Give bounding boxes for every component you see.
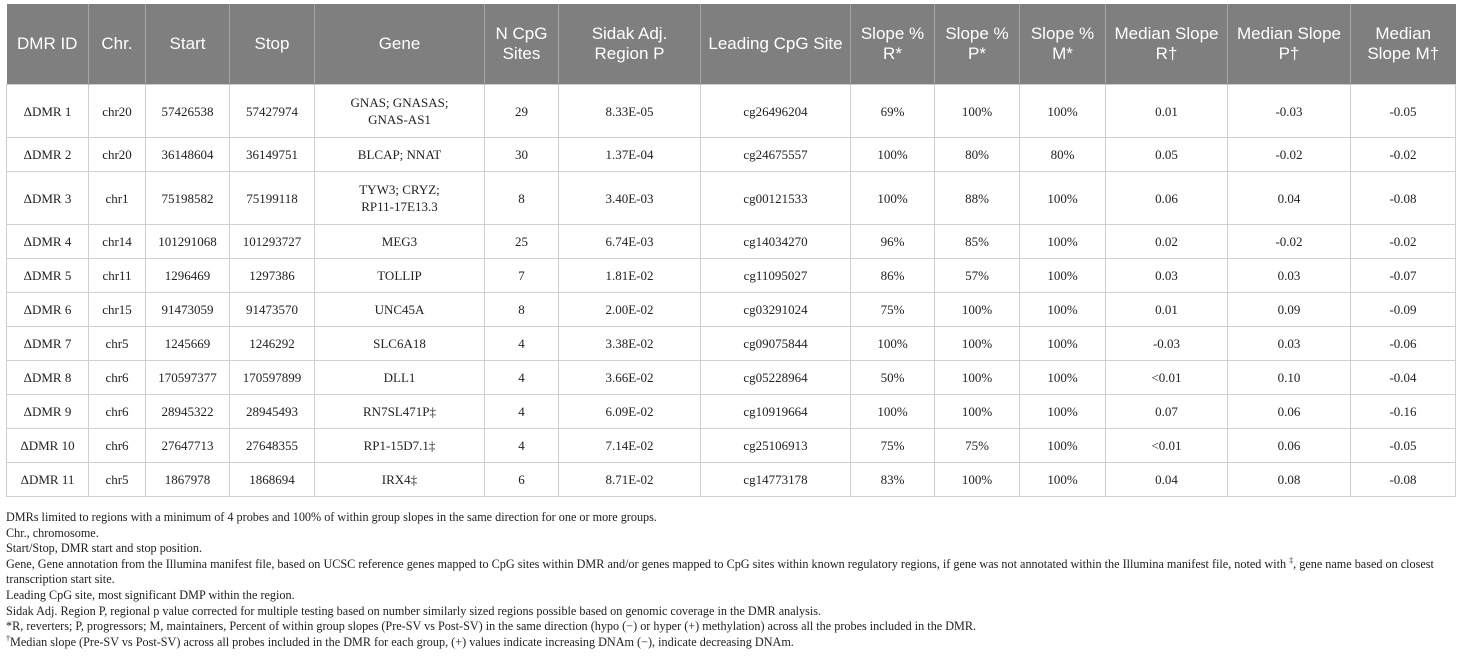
table-cell-p: 3.38E-02 [559, 327, 701, 361]
table-cell-mp: 0.03 [1228, 259, 1351, 293]
table-cell-id: ΔDMR 1 [7, 85, 89, 138]
table-cell-mp: 0.03 [1228, 327, 1351, 361]
table-cell-mm: -0.02 [1351, 138, 1456, 172]
column-header: N CpG Sites [485, 4, 559, 85]
table-cell-n: 25 [485, 225, 559, 259]
footnote: *R, reverters; P, progressors; M, maintainers, Percent of within group slopes (Pre-SV vs Post-SV) in the same direction (hypo (−) or hyper (+) methylation) across all the probes included in the DMR. [6, 619, 977, 634]
table-cell-start: 1867978 [146, 463, 230, 497]
table-cell-sr: 100% [851, 395, 935, 429]
table-cell-mp: 0.08 [1228, 463, 1351, 497]
table-cell-n: 4 [485, 327, 559, 361]
table-cell-gene: RN7SL471P‡ [315, 395, 485, 429]
table-cell-sp: 100% [935, 463, 1020, 497]
table-cell-gene: SLC6A18 [315, 327, 485, 361]
table-cell-n: 4 [485, 429, 559, 463]
table-cell-mm: -0.09 [1351, 293, 1456, 327]
table-row [7, 361, 1456, 395]
table-cell-chr: chr15 [89, 293, 146, 327]
table-cell-p: 8.33E-05 [559, 85, 701, 138]
table-cell-mp: 0.06 [1228, 429, 1351, 463]
table-cell-id: ΔDMR 6 [7, 293, 89, 327]
table-cell-sp: 80% [935, 138, 1020, 172]
dmr-table [6, 4, 1456, 497]
table-cell-mm: -0.02 [1351, 225, 1456, 259]
table-cell-start: 1296469 [146, 259, 230, 293]
table-cell-p: 1.37E-04 [559, 138, 701, 172]
table-cell-gene: GNAS; GNASAS; GNAS-AS1 [315, 85, 485, 138]
table-cell-start: 1245669 [146, 327, 230, 361]
table-cell-mp: 0.06 [1228, 395, 1351, 429]
table-cell-mr: 0.01 [1106, 293, 1228, 327]
table-cell-sm: 80% [1020, 138, 1106, 172]
table-cell-id: ΔDMR 9 [7, 395, 89, 429]
table-cell-n: 30 [485, 138, 559, 172]
table-cell-stop: 75199118 [230, 172, 315, 225]
table-cell-stop: 170597899 [230, 361, 315, 395]
table-cell-sp: 100% [935, 361, 1020, 395]
table-cell-mp: -0.03 [1228, 85, 1351, 138]
column-header: Median Slope M† [1351, 4, 1456, 85]
table-footnotes [6, 510, 1456, 650]
table-cell-mp: -0.02 [1228, 138, 1351, 172]
footnote: DMRs limited to regions with a minimum of 4 probes and 100% of within group slopes in the same direction for one or more groups. [6, 510, 657, 524]
table-cell-n: 8 [485, 293, 559, 327]
table-cell-mp: 0.10 [1228, 361, 1351, 395]
table-cell-p: 1.81E-02 [559, 259, 701, 293]
table-cell-start: 101291068 [146, 225, 230, 259]
table-row [7, 85, 1456, 138]
table-row [7, 225, 1456, 259]
table-cell-start: 91473059 [146, 293, 230, 327]
table-cell-gene: TOLLIP [315, 259, 485, 293]
table-cell-id: ΔDMR 7 [7, 327, 89, 361]
footnote: Sidak Adj. Region P, regional p value corrected for multiple testing based on number similarly sized regions possible based on genomic coverage in the DMR analysis. [6, 603, 822, 618]
table-cell-mm: -0.08 [1351, 172, 1456, 225]
table-cell-cpg: cg24675557 [701, 138, 851, 172]
column-header: Gene [315, 4, 485, 85]
table-cell-id: ΔDMR 4 [7, 225, 89, 259]
table-cell-sm: 100% [1020, 85, 1106, 138]
table-cell-gene: DLL1 [315, 361, 485, 395]
table-cell-sr: 75% [851, 293, 935, 327]
column-header: Median Slope P† [1228, 4, 1351, 85]
table-cell-sr: 69% [851, 85, 935, 138]
column-header: DMR ID [7, 4, 89, 85]
table-cell-start: 27647713 [146, 429, 230, 463]
table-cell-cpg: cg05228964 [701, 361, 851, 395]
table-cell-n: 4 [485, 361, 559, 395]
table-cell-n: 8 [485, 172, 559, 225]
table-cell-mm: -0.04 [1351, 361, 1456, 395]
table-header-row [7, 4, 1456, 85]
table-row [7, 138, 1456, 172]
table-cell-sp: 88% [935, 172, 1020, 225]
table-cell-cpg: cg03291024 [701, 293, 851, 327]
footnote: Leading CpG site, most significant DMP within the region. [6, 587, 295, 602]
column-header: Slope % P* [935, 4, 1020, 85]
table-cell-sr: 75% [851, 429, 935, 463]
table-cell-gene: IRX4‡ [315, 463, 485, 497]
table-cell-start: 28945322 [146, 395, 230, 429]
table-row [7, 293, 1456, 327]
table-cell-start: 36148604 [146, 138, 230, 172]
table-cell-n: 7 [485, 259, 559, 293]
table-cell-sm: 100% [1020, 259, 1106, 293]
table-cell-stop: 1868694 [230, 463, 315, 497]
table-cell-id: ΔDMR 11 [7, 463, 89, 497]
table-cell-p: 7.14E-02 [559, 429, 701, 463]
table-cell-n: 29 [485, 85, 559, 138]
table-cell-stop: 1297386 [230, 259, 315, 293]
table-cell-sm: 100% [1020, 361, 1106, 395]
table-row [7, 259, 1456, 293]
table-cell-sr: 83% [851, 463, 935, 497]
table-cell-sp: 75% [935, 429, 1020, 463]
table-cell-sm: 100% [1020, 293, 1106, 327]
table-cell-chr: chr14 [89, 225, 146, 259]
table-cell-mr: 0.01 [1106, 85, 1228, 138]
table-cell-mr: -0.03 [1106, 327, 1228, 361]
table-cell-start: 75198582 [146, 172, 230, 225]
table-cell-mp: 0.09 [1228, 293, 1351, 327]
footnote: †Median slope (Pre-SV vs Post-SV) across all probes included in the DMR for each group, (+) values indicate increasing DNAm (−), indicate decreasing DNAm. [6, 633, 794, 649]
table-cell-stop: 1246292 [230, 327, 315, 361]
table-cell-gene: MEG3 [315, 225, 485, 259]
table-cell-p: 3.40E-03 [559, 172, 701, 225]
table-cell-p: 6.09E-02 [559, 395, 701, 429]
table-cell-sm: 100% [1020, 327, 1106, 361]
table-row [7, 327, 1456, 361]
table-cell-sp: 100% [935, 395, 1020, 429]
table-cell-p: 3.66E-02 [559, 361, 701, 395]
table-cell-p: 8.71E-02 [559, 463, 701, 497]
table-cell-sp: 100% [935, 293, 1020, 327]
table-cell-p: 6.74E-03 [559, 225, 701, 259]
table-cell-sr: 86% [851, 259, 935, 293]
table-cell-gene: TYW3; CRYZ; RP11-17E13.3 [315, 172, 485, 225]
table-cell-stop: 101293727 [230, 225, 315, 259]
table-cell-stop: 57427974 [230, 85, 315, 138]
table-cell-sp: 100% [935, 327, 1020, 361]
table-cell-sp: 100% [935, 85, 1020, 138]
footnote: Chr., chromosome. [6, 525, 99, 540]
table-cell-mr: 0.06 [1106, 172, 1228, 225]
column-header: Median Slope R† [1106, 4, 1228, 85]
table-cell-cpg: cg26496204 [701, 85, 851, 138]
table-body [7, 85, 1456, 497]
table-cell-mr: 0.04 [1106, 463, 1228, 497]
table-cell-cpg: cg09075844 [701, 327, 851, 361]
column-header: Sidak Adj. Region P [559, 4, 701, 85]
table-cell-chr: chr6 [89, 395, 146, 429]
table-cell-id: ΔDMR 5 [7, 259, 89, 293]
table-cell-mm: -0.07 [1351, 259, 1456, 293]
table-cell-start: 57426538 [146, 85, 230, 138]
table-cell-mm: -0.06 [1351, 327, 1456, 361]
table-cell-chr: chr6 [89, 429, 146, 463]
table-cell-sm: 100% [1020, 225, 1106, 259]
table-cell-chr: chr11 [89, 259, 146, 293]
table-cell-sm: 100% [1020, 429, 1106, 463]
table-cell-sp: 85% [935, 225, 1020, 259]
table-cell-mm: -0.05 [1351, 429, 1456, 463]
table-cell-mr: 0.07 [1106, 395, 1228, 429]
table-cell-mr: 0.02 [1106, 225, 1228, 259]
table-cell-chr: chr1 [89, 172, 146, 225]
table-cell-stop: 36149751 [230, 138, 315, 172]
table-cell-mr: <0.01 [1106, 361, 1228, 395]
table-cell-chr: chr20 [89, 85, 146, 138]
table-cell-sr: 100% [851, 327, 935, 361]
table-cell-cpg: cg25106913 [701, 429, 851, 463]
table-cell-sr: 100% [851, 138, 935, 172]
table-row [7, 395, 1456, 429]
table-cell-mp: 0.04 [1228, 172, 1351, 225]
column-header: Slope % R* [851, 4, 935, 85]
table-cell-gene: BLCAP; NNAT [315, 138, 485, 172]
table-row [7, 172, 1456, 225]
table-cell-p: 2.00E-02 [559, 293, 701, 327]
table-cell-n: 4 [485, 395, 559, 429]
table-cell-mm: -0.05 [1351, 85, 1456, 138]
table-cell-cpg: cg00121533 [701, 172, 851, 225]
table-cell-chr: chr6 [89, 361, 146, 395]
footnote: Gene, Gene annotation from the Illumina manifest file, based on UCSC reference genes mapped to CpG sites within DMR and/or genes mapped to CpG sites within known regulatory regions, if gene was not annotated within the Illumina manifest file, noted with ‡, gene name based on closest transcription start site. [6, 555, 1434, 587]
table-cell-cpg: cg10919664 [701, 395, 851, 429]
table-cell-id: ΔDMR 8 [7, 361, 89, 395]
table-cell-sr: 100% [851, 172, 935, 225]
table-cell-stop: 91473570 [230, 293, 315, 327]
table-cell-mp: -0.02 [1228, 225, 1351, 259]
table-cell-id: ΔDMR 10 [7, 429, 89, 463]
table-cell-cpg: cg14034270 [701, 225, 851, 259]
dmr-table-container [6, 4, 1455, 497]
table-cell-id: ΔDMR 3 [7, 172, 89, 225]
table-cell-cpg: cg14773178 [701, 463, 851, 497]
table-cell-gene: RP1-15D7.1‡ [315, 429, 485, 463]
table-cell-sm: 100% [1020, 395, 1106, 429]
table-cell-mm: -0.08 [1351, 463, 1456, 497]
table-cell-sr: 50% [851, 361, 935, 395]
table-cell-chr: chr5 [89, 327, 146, 361]
table-cell-stop: 27648355 [230, 429, 315, 463]
column-header: Stop [230, 4, 315, 85]
table-row [7, 429, 1456, 463]
table-cell-chr: chr20 [89, 138, 146, 172]
column-header: Chr. [89, 4, 146, 85]
column-header: Start [146, 4, 230, 85]
table-cell-sp: 57% [935, 259, 1020, 293]
table-row [7, 463, 1456, 497]
table-cell-id: ΔDMR 2 [7, 138, 89, 172]
table-cell-gene: UNC45A [315, 293, 485, 327]
column-header: Leading CpG Site [701, 4, 851, 85]
table-cell-mr: <0.01 [1106, 429, 1228, 463]
table-cell-chr: chr5 [89, 463, 146, 497]
table-cell-mm: -0.16 [1351, 395, 1456, 429]
table-cell-mr: 0.05 [1106, 138, 1228, 172]
table-cell-start: 170597377 [146, 361, 230, 395]
table-cell-cpg: cg11095027 [701, 259, 851, 293]
table-cell-sr: 96% [851, 225, 935, 259]
table-cell-mr: 0.03 [1106, 259, 1228, 293]
table-cell-sm: 100% [1020, 463, 1106, 497]
column-header: Slope % M* [1020, 4, 1106, 85]
footnote: Start/Stop, DMR start and stop position. [6, 541, 203, 556]
table-cell-sm: 100% [1020, 172, 1106, 225]
table-cell-n: 6 [485, 463, 559, 497]
table-cell-stop: 28945493 [230, 395, 315, 429]
